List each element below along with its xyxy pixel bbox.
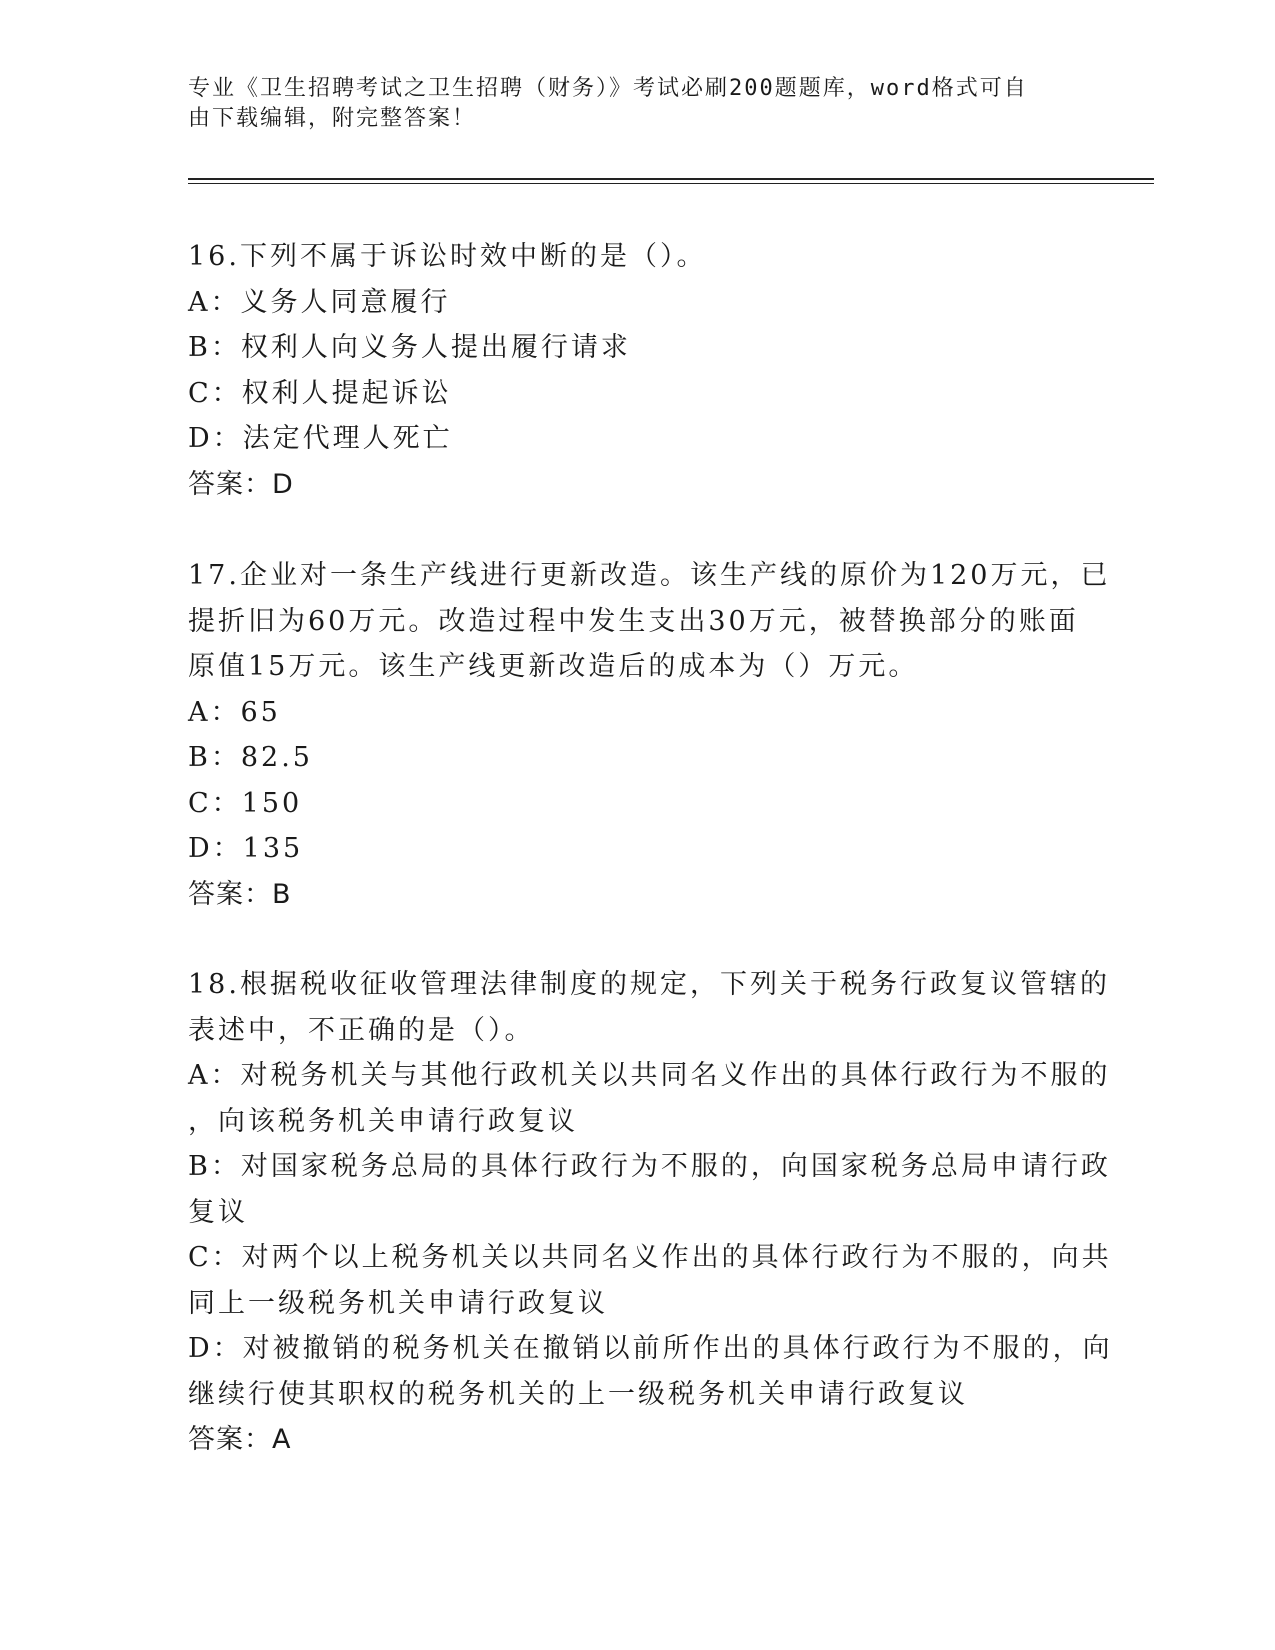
question-stem-line: 16.下列不属于诉讼时效中断的是（）。: [188, 241, 707, 272]
option-b-continued: 复议: [188, 1196, 248, 1228]
question-18: [188, 962, 1113, 1463]
option-a: A：对税务机关与其他行政机关以共同名义作出的具体行政行为不服的: [188, 1060, 1111, 1091]
option-a-continued: ，向该税务机关申请行政复议: [188, 1105, 578, 1137]
answer-line: 答案：D: [188, 468, 294, 500]
option-d: D：135: [188, 833, 304, 864]
option-b: B：对国家税务总局的具体行政行为不服的，向国家税务总局申请行政: [188, 1151, 1111, 1182]
question-stem-line: 18.根据税收征收管理法律制度的规定，下列关于税务行政复议管辖的: [188, 969, 1110, 1000]
option-a: A：65: [188, 696, 281, 728]
option-d: D：法定代理人死亡: [188, 423, 453, 454]
option-c: C：对两个以上税务机关以共同名义作出的具体行政行为不服的，向共: [188, 1242, 1112, 1273]
document-header: [188, 74, 1068, 134]
question-16: [188, 234, 1068, 507]
answer-line: 答案：A: [188, 1424, 292, 1455]
question-stem-line: 表述中，不正确的是（）。: [188, 1014, 535, 1046]
option-b: B：82.5: [188, 742, 313, 773]
option-c: C：150: [188, 787, 303, 819]
header-line-2: 由下载编辑，附完整答案！: [188, 106, 477, 131]
option-c-continued: 同上一级税务机关申请行政复议: [188, 1287, 608, 1319]
option-c: C：权利人提起诉讼: [188, 377, 452, 409]
question-stem-line: 提折旧为60万元。改造过程中发生支出30万元，被替换部分的账面: [188, 605, 1079, 637]
header-line-1: 专业《卫生招聘考试之卫生招聘（财务）》考试必刷200题题库，word格式可自: [188, 76, 1028, 101]
question-stem-line: 17.企业对一条生产线进行更新改造。该生产线的原价为120万元，已: [188, 560, 1111, 591]
answer-line: 答案：B: [188, 878, 292, 910]
option-d-continued: 继续行使其职权的税务机关的上一级税务机关申请行政复议: [188, 1378, 968, 1410]
question-stem-line: 原值15万元。该生产线更新改造后的成本为（）万元。: [188, 651, 919, 682]
option-b: B：权利人向义务人提出履行请求: [188, 332, 631, 363]
header-divider-thin: [188, 183, 1154, 184]
option-a: A：义务人同意履行: [188, 286, 451, 318]
header-divider-thick: [188, 178, 1154, 180]
option-d: D：对被撤销的税务机关在撤销以前所作出的具体行政行为不服的，向: [188, 1333, 1113, 1364]
question-17: [188, 553, 1111, 917]
